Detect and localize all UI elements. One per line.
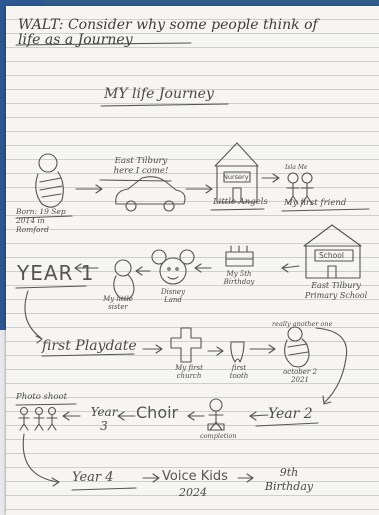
notebook-page [6,6,379,515]
page-title: MY life Journey [104,86,214,102]
tilbury-label: East Tilbury here I come! [113,156,169,176]
arrow-year3-people [63,412,80,420]
baby-drawing [36,154,64,207]
year-2024-label: 2024 [179,486,207,499]
arrow-tooth-baby [250,345,275,353]
first-playdate-label: first Playdate [42,338,137,354]
arrow-voice-9th [238,474,253,482]
really-another-label: really another one [272,320,333,328]
little-angels-label: Little Angels [213,197,268,207]
tooth-drawing [231,342,244,362]
sister-drawing [114,260,134,299]
year1-label: YEAR 1 [17,261,95,285]
year4-underline [72,488,136,490]
angels-underline [211,209,264,210]
photo-underline [16,404,76,405]
arrow-nursery-friend [262,174,279,182]
arrow-playdate-church [143,345,162,353]
choir-label: Choir [136,403,179,422]
arrow-church-tooth [208,347,223,355]
year1-underline [16,286,86,288]
nursery-sign: Nursery [223,173,249,181]
completion-figure-drawing [208,399,224,430]
disney-label: Disney Land [160,288,186,304]
curve-baby-year2 [316,328,347,403]
ninth-birthday-label: 9th Birthday [264,466,314,493]
curve-people-year4 [23,434,58,482]
born-label: Born: 19 Sep 2014 in Romford [16,207,66,234]
first-friend-label: My first friend [284,198,347,208]
arrow-born-car [76,185,102,193]
photo-people-drawing [19,408,57,431]
arrow-year2-completion [250,412,268,420]
primary-school-label: East Tilbury Primary School [304,281,368,300]
walt-heading: WALT: Consider why some people think of life as a Journey [18,17,318,48]
cross-drawing [171,328,201,362]
october-label: october 2 2021 [283,368,317,384]
year4-label: Year 4 [72,470,114,485]
voice-kids-label: Voice Kids [162,469,228,484]
isla-me-label: Isla Me [285,164,308,171]
arrow-disney-sister [136,267,150,275]
little-sister-label: My little sister [103,295,133,311]
year2-underline [256,423,318,426]
title-underline [101,104,228,106]
curve-year1-playdate [25,291,41,338]
bday-label: My 5th Birthday [223,270,255,286]
mickey-drawing [152,250,194,284]
arrow-car-nursery [186,185,212,193]
cake-drawing [226,246,253,266]
first-tooth-label: first tooth [229,364,249,380]
october-baby-drawing [285,327,309,367]
playdate-underline [42,354,134,356]
year3-label: Year 3 [90,405,118,433]
first-church-label: My first church [175,364,203,380]
car-drawing [116,177,185,211]
arrow-school-bday [282,264,299,272]
photo-shoot-label: Photo shoot [16,392,68,402]
arrow-completion-choir [188,412,204,420]
year2-label: Year 2 [268,406,313,422]
tilbury-underline [100,180,171,181]
school-sign: School [319,251,344,260]
arrow-bday-disney [195,264,211,272]
arrow-year4-voice [143,474,159,482]
completion-label: completion [200,432,237,440]
friend-underline [282,209,369,211]
